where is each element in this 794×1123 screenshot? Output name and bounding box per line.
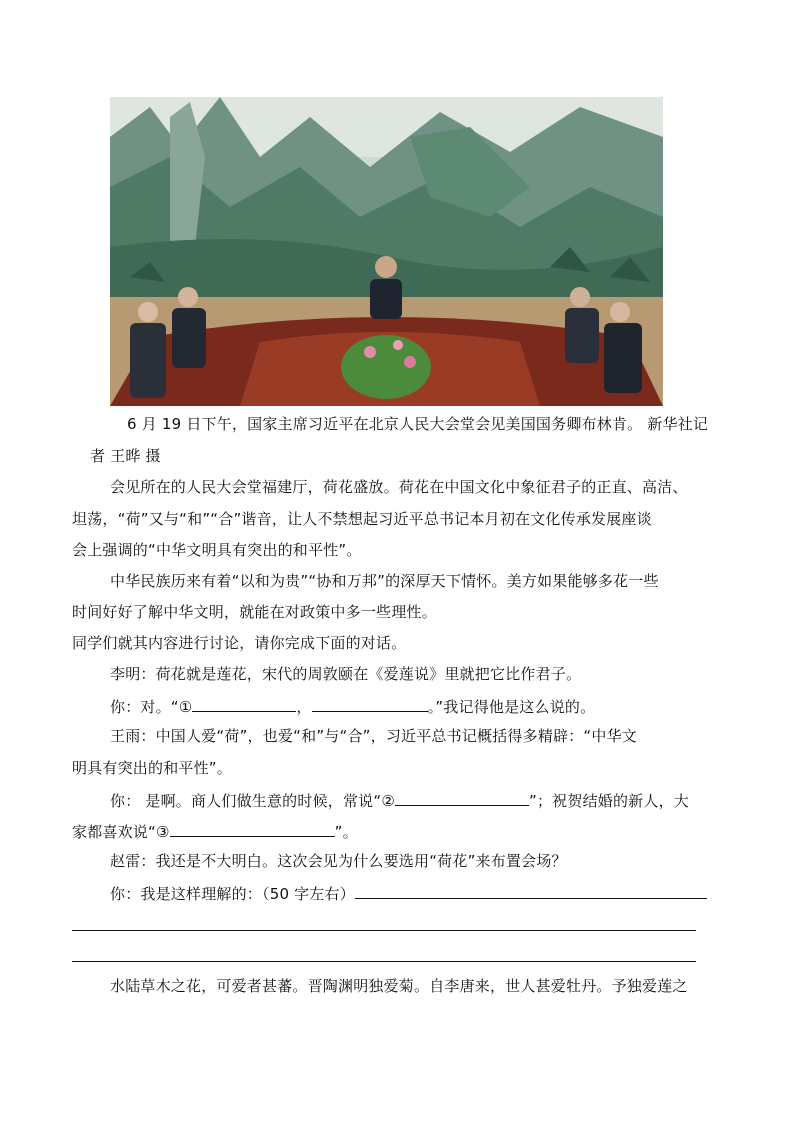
paragraph-1-line-2: 坦荡，“荷”又与“和”“合”谐音，让人不禁想起习近平总书记本月初在文化传承发展座谈: [72, 510, 652, 528]
dialogue-you-2-l2-suffix: ”。: [334, 823, 358, 841]
paragraph-1-line-3: 会上强调的“中华文明具有突出的和平性”。: [72, 541, 362, 559]
dialogue-you-3-prefix: 你：我是这样理解的：（50 字左右）: [110, 885, 355, 903]
dialogue-you-3: [110, 882, 707, 904]
instruction-text: 同学们就其内容进行讨论，请你完成下面的对话。: [72, 634, 407, 652]
answer-line-4c[interactable]: [72, 961, 696, 962]
passage-line-1: 水陆草木之花，可爱者甚蕃。晋陶渊明独爱菊。自李唐来，世人甚爱牡丹。予独爱莲之: [110, 977, 688, 995]
dialogue-you-2-suffix: ”；祝贺结婚的新人，大: [529, 792, 689, 810]
dialogue-you-1-prefix: 你：对。“①: [110, 698, 193, 716]
photo-caption-line-1: 6 月 19 日下午，国家主席习近平在北京人民大会堂会见美国国务卿布林肯。 新华社记: [127, 415, 709, 433]
answer-blank-2[interactable]: [395, 789, 529, 806]
dialogue-you-1-suffix: 。”我记得他是这么说的。: [427, 698, 596, 716]
meeting-photo: [110, 97, 663, 406]
answer-blank-1a[interactable]: [192, 695, 296, 712]
paragraph-2-line-2: 时间好好了解中华文明，就能在对政策中多一些理性。: [72, 603, 437, 621]
dialogue-you-2-line-2: [72, 820, 358, 842]
dialogue-you-2-l2-prefix: 家都喜欢说“③: [72, 823, 170, 841]
dialogue-zhaolei: 赵雷：我还是不大明白。这次会见为什么要选用“荷花”来布置会场？: [110, 852, 567, 870]
paragraph-1-line-1: 会见所在的人民大会堂福建厅，荷花盛放。荷花在中国文化中象征君子的正直、高洁、: [110, 478, 688, 496]
answer-blank-3[interactable]: [170, 820, 335, 837]
photo-caption-line-2: 者 王晔 摄: [90, 447, 161, 465]
dialogue-you-2-prefix: 你： 是啊。商人们做生意的时候，常说“②: [110, 792, 395, 810]
dialogue-you-1: [110, 695, 595, 717]
answer-blank-4a[interactable]: [355, 882, 707, 899]
answer-line-4b[interactable]: [72, 930, 696, 931]
dialogue-wangyu-line-2: 明具有突出的和平性”。: [72, 759, 232, 777]
dialogue-you-1-sep: ，: [296, 698, 312, 716]
answer-blank-1b[interactable]: [312, 695, 428, 712]
dialogue-you-2-line-1: [110, 789, 689, 811]
dialogue-liming: 李明：荷花就是莲花，宋代的周敦颐在《爱莲说》里就把它比作君子。: [110, 665, 582, 683]
paragraph-2-line-1: 中华民族历来有着“以和为贵”“协和万邦”的深厚天下情怀。美方如果能够多花一些: [110, 572, 659, 590]
dialogue-wangyu-line-1: 王雨：中国人爱“荷”，也爱“和”与“合”，习近平总书记概括得多精辟：“中华文: [110, 727, 638, 745]
